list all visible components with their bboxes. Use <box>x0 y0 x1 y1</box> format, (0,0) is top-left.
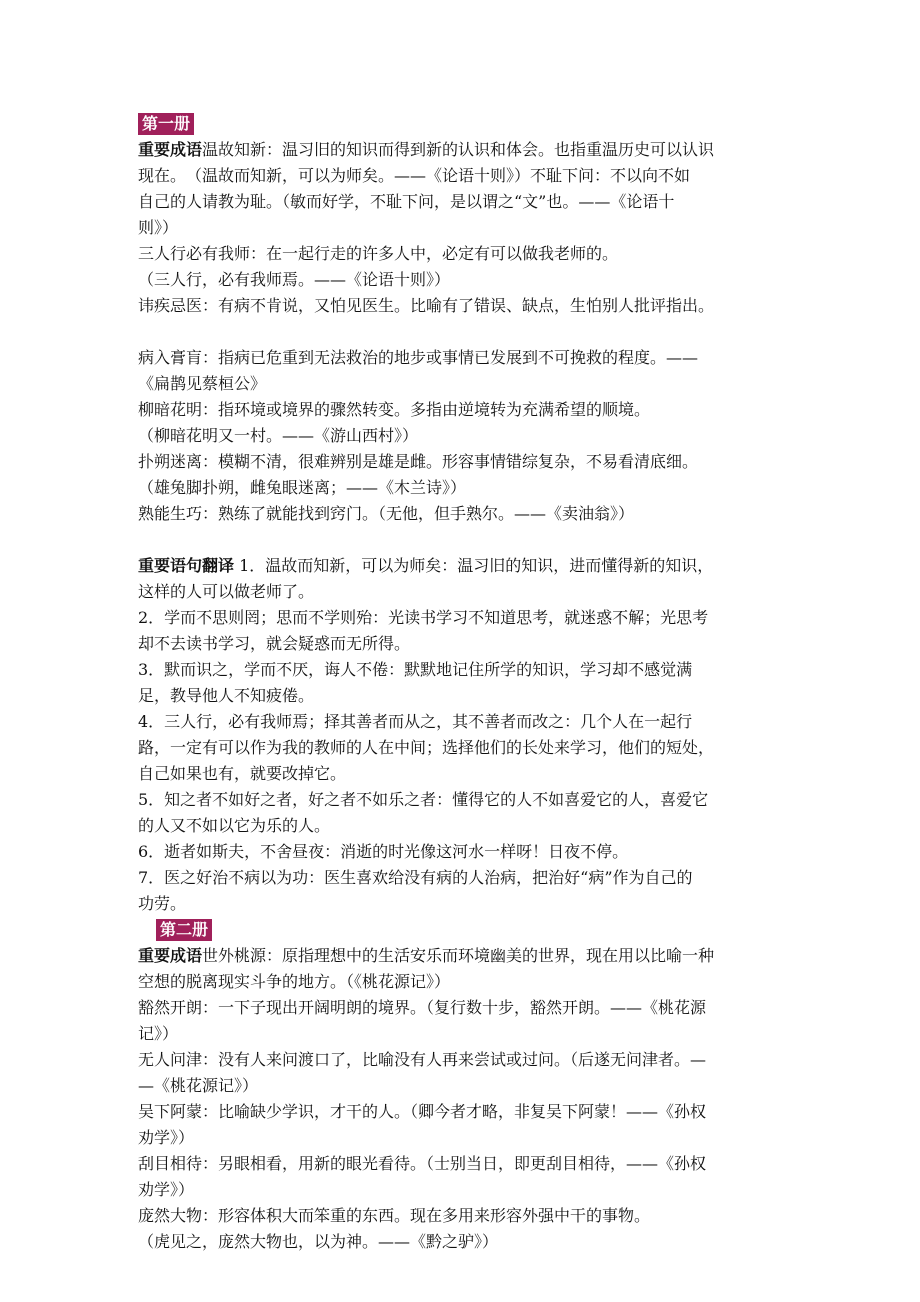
text-line: 自己如果也有，就要改掉它。 <box>138 764 347 783</box>
volume-2-badge: 第二册 <box>156 919 212 941</box>
text-line: 扑朔迷离：模糊不清，很难辨别是雄是雌。形容事情错综复杂，不易看清底细。 <box>138 452 699 471</box>
text-line: 5．知之者不如好之者，好之者不如乐之者：懂得它的人不如喜爱它的人，喜爱它 <box>138 790 709 809</box>
text-line: 空想的脱离现实斗争的地方。（《桃花源记》） <box>138 972 451 991</box>
text-line: 豁然开朗：一下子现出开阔明朗的境界。（复行数十步，豁然开朗。——《桃花源 <box>138 998 707 1017</box>
translation-heading: 重要语句翻译 <box>138 556 235 575</box>
text-line-content: 世外桃源：原指理想中的生活安乐而环境幽美的世界，现在用以比喻一种 <box>202 946 715 965</box>
text-line: 病入膏肓：指病已危重到无法救治的地步或事情已发展到不可挽救的程度。—— <box>138 348 699 367</box>
text-line: 讳疾忌医：有病不肯说，又怕见医生。比喻有了错误、缺点，生怕别人批评指出。 <box>138 296 715 315</box>
text-line: （柳暗花明又一村。——《游山西村》） <box>138 426 419 445</box>
text-line: 6．逝者如斯夫，不舍昼夜：消逝的时光像这河水一样呀！日夜不停。 <box>138 842 629 861</box>
volume-1-badge: 第一册 <box>138 113 194 135</box>
text-line: 2．学而不思则罔；思而不学则殆：光读书学习不知道思考，就迷惑不解；光思考 <box>138 608 709 627</box>
text-line <box>138 553 788 579</box>
text-line: 柳暗花明：指环境或境界的骤然转变。多指由逆境转为充满希望的顺境。 <box>138 400 651 419</box>
text-line: （三人行，必有我师焉。——《论语十则》） <box>138 270 451 289</box>
text-line: 无人问津：没有人来问渡口了，比喻没有人再来尝试或过问。（后遂无问津者。— <box>138 1050 707 1069</box>
text-line: 刮目相待：另眼相看，用新的眼光看待。（士别当日，即更刮目相待，——《孙权 <box>138 1154 707 1173</box>
text-line: 的人又不如以它为乐的人。 <box>138 816 331 835</box>
text-line: 自己的人请教为耻。（敏而好学，不耻下问，是以谓之“文”也。——《论语十 <box>138 192 675 211</box>
idioms-heading: 重要成语 <box>138 946 203 965</box>
text-line: 熟能生巧：熟练了就能找到窍门。（无他，但手熟尔。——《卖油翁》） <box>138 504 635 523</box>
text-line: 庞然大物：形容体积大而笨重的东西。现在多用来形容外强中干的事物。 <box>138 1206 651 1225</box>
text-line: 路，一定有可以作为我的教师的人在中间；选择他们的长处来学习，他们的短处， <box>138 738 715 757</box>
blank-line <box>138 527 788 553</box>
section-2-header <box>138 917 788 943</box>
text-line: 劝学》） <box>138 1128 195 1147</box>
text-line-content: 1．温故而知新，可以为师矣：温习旧的知识，进而懂得新的知识， <box>234 556 714 575</box>
text-line: 《扁鹊见蔡桓公》 <box>138 374 267 393</box>
text-line <box>138 137 788 163</box>
text-line: 吴下阿蒙：比喻缺少学识，才干的人。（卿今者才略，非复吴下阿蒙！——《孙权 <box>138 1102 707 1121</box>
document-page <box>138 111 788 1255</box>
idioms-heading: 重要成语 <box>138 140 203 159</box>
text-line: 7．医之好治不病以为功：医生喜欢给没有病的人治病，把治好“病”作为自己的 <box>138 868 693 887</box>
text-line: 这样的人可以做老师了。 <box>138 582 315 601</box>
text-line-content: 温故知新：温习旧的知识而得到新的认识和体会。也指重温历史可以认识 <box>202 140 715 159</box>
text-line: （雄兔脚扑朔，雌兔眼迷离；——《木兰诗》） <box>138 478 467 497</box>
text-line: 4．三人行，必有我师焉；择其善者而从之，其不善者而改之：几个人在一起行 <box>138 712 693 731</box>
text-line: 记》） <box>138 1024 179 1043</box>
text-line: 却不去读书学习，就会疑惑而无所得。 <box>138 634 411 653</box>
text-line: 三人行必有我师：在一起行走的许多人中，必定有可以做我老师的。 <box>138 244 619 263</box>
text-line <box>138 943 788 969</box>
text-line: 现在。 （温故而知新，可以为师矣。——《论语十则》）不耻下问：不以向不如 <box>138 166 691 185</box>
text-line: 3．默而识之，学而不厌，诲人不倦：默默地记住所学的知识，学习却不感觉满 <box>138 660 693 679</box>
section-1-header <box>138 111 788 137</box>
blank-line <box>138 319 788 345</box>
text-line: （虎见之，庞然大物也，以为神。——《黔之驴》） <box>138 1232 499 1251</box>
text-line: 足，教导他人不知疲倦。 <box>138 686 315 705</box>
text-line: 则》） <box>138 218 179 237</box>
text-line: 功劳。 <box>138 894 187 913</box>
text-line: 劝学》） <box>138 1180 195 1199</box>
text-line: —《桃花源记》） <box>138 1076 259 1095</box>
